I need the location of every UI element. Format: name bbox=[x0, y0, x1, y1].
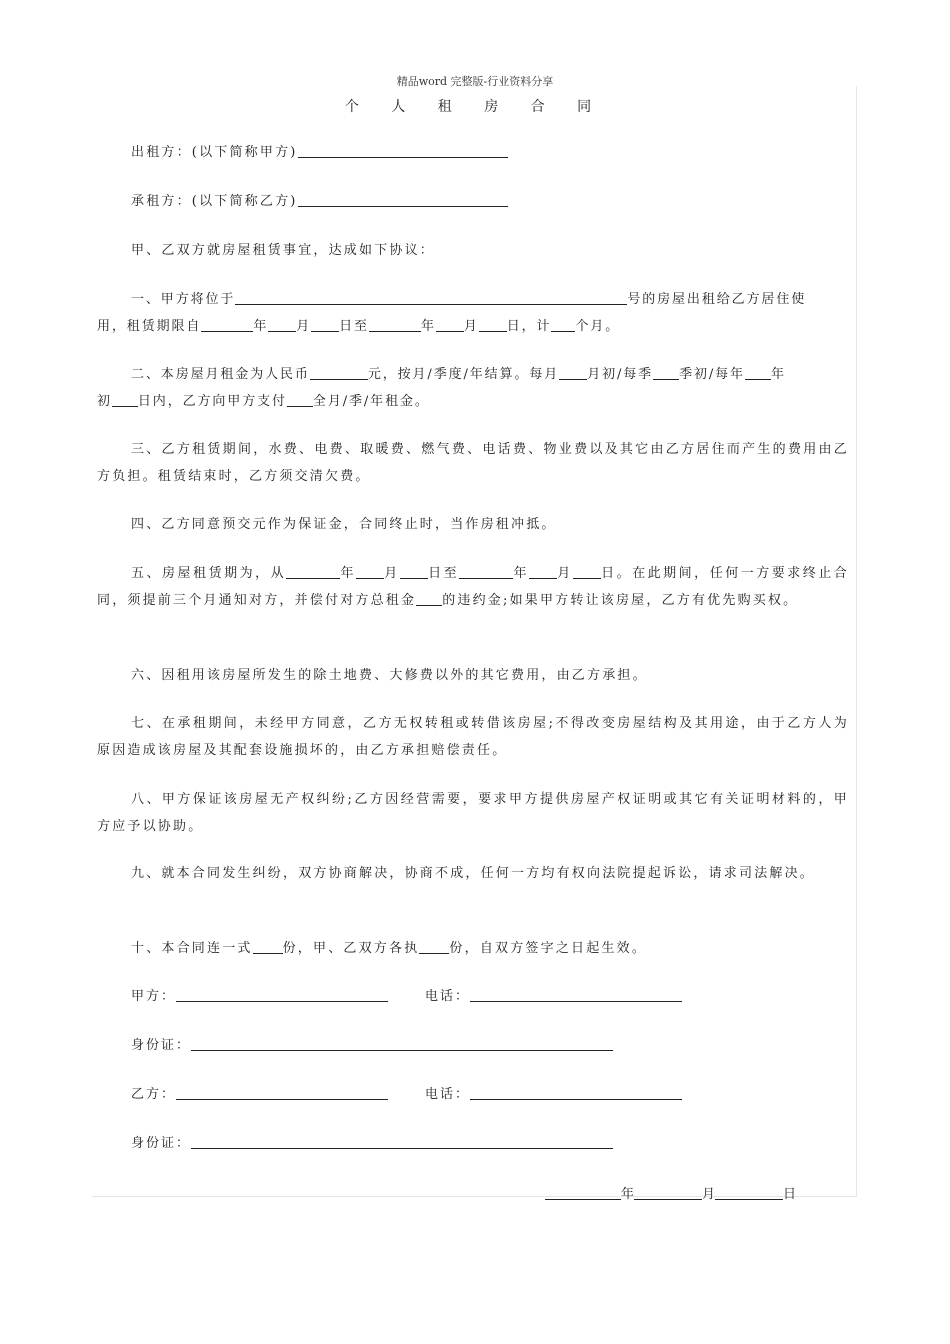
start-day-blank[interactable] bbox=[311, 317, 339, 332]
party-b-id-blank[interactable] bbox=[191, 1134, 613, 1149]
party-b-signature: 乙方： bbox=[131, 1085, 388, 1105]
quarterly-blank[interactable] bbox=[653, 365, 679, 380]
date-year-blank[interactable] bbox=[545, 1185, 621, 1200]
party-a-id-blank[interactable] bbox=[191, 1036, 613, 1051]
signing-date: 年 月 日 bbox=[545, 1183, 796, 1202]
clause-4: 四、乙方同意预交元作为保证金，合同终止时，当作房租冲抵。 bbox=[131, 517, 557, 532]
clause-2: 二、本房屋月租金为人民币 元，按月/季度/年结算。每月 月初/每季 季初/每年 年 bbox=[131, 367, 786, 382]
lease-end-month-blank[interactable] bbox=[529, 564, 557, 579]
intro-paragraph: 甲、乙双方就房屋租赁事宜，达成如下协议： bbox=[131, 243, 436, 258]
clause-9: 九、就本合同发生纠纷，双方协商解决，协商不成，任何一方均有权向法院提起诉讼，请求司法解决。 bbox=[131, 866, 816, 881]
party-b-phone: 电话： bbox=[425, 1085, 682, 1105]
party-b-phone-blank[interactable] bbox=[470, 1085, 682, 1100]
date-month-blank[interactable] bbox=[634, 1185, 702, 1200]
clause-7: 七、在承租期间，未经甲方同意，乙方无权转租或转借该房屋;不得改变房屋结构及其用途，由于乙方人为原因造成该房屋及其配套设施损坏的，由乙方承担赔偿责任。 bbox=[97, 716, 849, 758]
clause-3: 三、乙方租赁期间，水费、电费、取暖费、燃气费、电话费、物业费以及其它由乙方居住而产生的费用由乙方负担。租赁结束时，乙方须交清欠费。 bbox=[97, 442, 849, 484]
party-a-blank[interactable] bbox=[176, 987, 388, 1002]
clause-1-dates: 用，租赁期限自 年 月 日至 年 月 日，计 个月。 bbox=[97, 319, 621, 334]
page-header: 精品word 完整版-行业资料分享 bbox=[396, 75, 554, 88]
rent-amount-blank[interactable] bbox=[310, 365, 368, 380]
lease-end-day-blank[interactable] bbox=[573, 564, 601, 579]
end-year-blank[interactable] bbox=[369, 317, 421, 332]
yearly-blank[interactable] bbox=[745, 365, 771, 380]
lessor-blank[interactable] bbox=[298, 143, 508, 158]
monthly-blank[interactable] bbox=[559, 365, 587, 380]
lease-start-year-blank[interactable] bbox=[286, 564, 340, 579]
document-title: 个 人 租 房 合 同 bbox=[344, 99, 606, 115]
each-copies-blank[interactable] bbox=[419, 939, 449, 954]
lessor-line: 出租方：(以下简称甲方) bbox=[97, 139, 849, 166]
pay-period-blank[interactable] bbox=[287, 392, 313, 407]
party-a-id: 身份证： bbox=[131, 1036, 613, 1056]
clause-10: 十、本合同连一式 份，甲、乙双方各执 份，自双方签字之日起生效。 bbox=[131, 941, 648, 956]
start-year-blank[interactable] bbox=[201, 317, 253, 332]
clause-5: 五、房屋租赁期为，从 年 月 日至 年 月 日。在此期间，任何一方要求终止合同，须提前三个月通知对方，并偿付对方总租金 的违约金;如果甲方转让该房屋，乙方有优先购买权。 bbox=[97, 566, 849, 608]
clause-1: 一、甲方将位于 号的房屋出租给乙方居住使 bbox=[131, 292, 807, 307]
end-day-blank[interactable] bbox=[479, 317, 507, 332]
end-month-blank[interactable] bbox=[436, 317, 464, 332]
party-b-blank[interactable] bbox=[176, 1085, 388, 1100]
penalty-blank[interactable] bbox=[416, 591, 442, 606]
copies-blank[interactable] bbox=[253, 939, 283, 954]
pay-day-blank[interactable] bbox=[112, 392, 138, 407]
clause-8: 八、甲方保证该房屋无产权纠纷;乙方因经营需要，要求甲方提供房屋产权证明或其它有关证明材料的，甲方应予以协助。 bbox=[97, 792, 849, 834]
clause-2-line2: 初 日内，乙方向甲方支付 全月/季/年租金。 bbox=[97, 394, 430, 409]
lease-end-year-blank[interactable] bbox=[459, 564, 513, 579]
party-b-id: 身份证： bbox=[131, 1134, 613, 1154]
lease-start-month-blank[interactable] bbox=[356, 564, 384, 579]
lease-start-day-blank[interactable] bbox=[400, 564, 428, 579]
party-a-signature: 甲方： bbox=[131, 987, 388, 1007]
start-month-blank[interactable] bbox=[268, 317, 296, 332]
party-a-phone-blank[interactable] bbox=[470, 987, 682, 1002]
months-count-blank[interactable] bbox=[551, 317, 575, 332]
date-day-blank[interactable] bbox=[715, 1185, 783, 1200]
lessee-line: 承租方：(以下简称乙方) bbox=[97, 188, 849, 215]
lessee-blank[interactable] bbox=[298, 192, 508, 207]
clause-6: 六、因租用该房屋所发生的除土地费、大修费以外的其它费用，由乙方承担。 bbox=[131, 668, 648, 683]
address-blank[interactable] bbox=[235, 290, 627, 305]
party-a-phone: 电话： bbox=[425, 987, 682, 1007]
